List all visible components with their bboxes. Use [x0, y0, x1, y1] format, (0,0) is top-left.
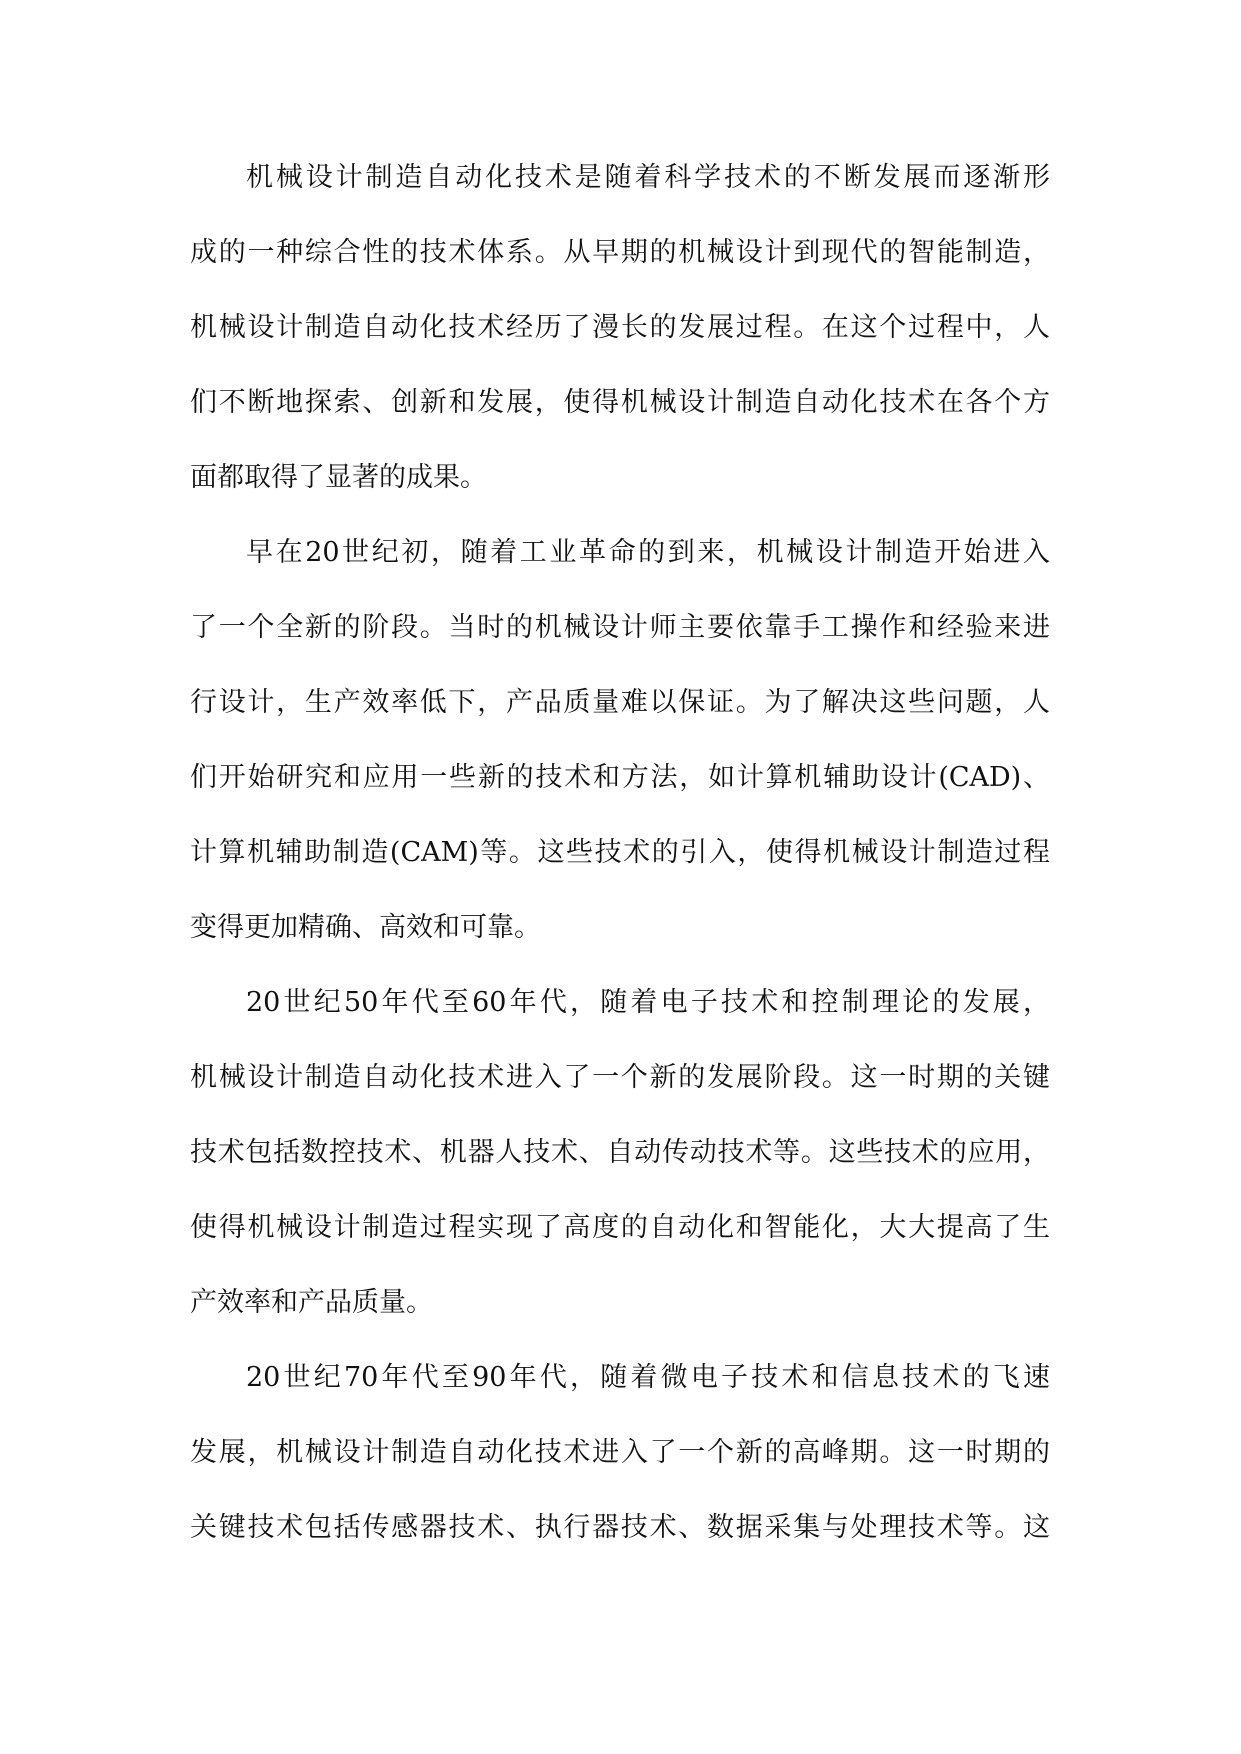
paragraph-3-line-5: 产效率和产品质量。	[190, 1287, 433, 1318]
paragraph-2-line-5: 计算机辅助制造(CAM)等。这些技术的引入，使得机械设计制造过程	[190, 837, 1050, 868]
paragraph-2-line-1: 早在20世纪初，随着工业革命的到来，机械设计制造开始进入	[246, 537, 1050, 568]
paragraph-3-line-2: 机械设计制造自动化技术进入了一个新的发展阶段。这一时期的关键	[190, 1062, 1050, 1093]
paragraph-1-line-3: 机械设计制造自动化技术经历了漫长的发展过程。在这个过程中，人	[190, 312, 1050, 343]
paragraph-3-line-1: 20世纪50年代至60年代，随着电子技术和控制理论的发展，	[246, 987, 1050, 1018]
paragraph-4-line-1: 20世纪70年代至90年代，随着微电子技术和信息技术的飞速	[246, 1362, 1050, 1393]
paragraph-1-line-5: 面都取得了显著的成果。	[190, 462, 487, 493]
document-body	[190, 140, 1050, 1565]
paragraph-2-line-3: 行设计，生产效率低下，产品质量难以保证。为了解决这些问题，人	[190, 687, 1050, 718]
paragraph-1-line-1: 机械设计制造自动化技术是随着科学技术的不断发展而逐渐形	[246, 162, 1050, 193]
paragraph-2-line-4: 们开始研究和应用一些新的技术和方法，如计算机辅助设计(CAD)、	[190, 762, 1050, 793]
paragraph-4-line-3: 关键技术包括传感器技术、执行器技术、数据采集与处理技术等。这	[190, 1512, 1050, 1543]
paragraph-1-line-2: 成的一种综合性的技术体系。从早期的机械设计到现代的智能制造，	[190, 237, 1050, 268]
paragraph-2-line-6: 变得更加精确、高效和可靠。	[190, 912, 541, 943]
paragraph-3-line-3: 技术包括数控技术、机器人技术、自动传动技术等。这些技术的应用，	[190, 1137, 1050, 1168]
paragraph-3-line-4: 使得机械设计制造过程实现了高度的自动化和智能化，大大提高了生	[190, 1212, 1050, 1243]
paragraph-2-line-2: 了一个全新的阶段。当时的机械设计师主要依靠手工操作和经验来进	[190, 612, 1050, 643]
paragraph-1-line-4: 们不断地探索、创新和发展，使得机械设计制造自动化技术在各个方	[190, 387, 1050, 418]
paragraph-4-line-2: 发展，机械设计制造自动化技术进入了一个新的高峰期。这一时期的	[190, 1437, 1050, 1468]
